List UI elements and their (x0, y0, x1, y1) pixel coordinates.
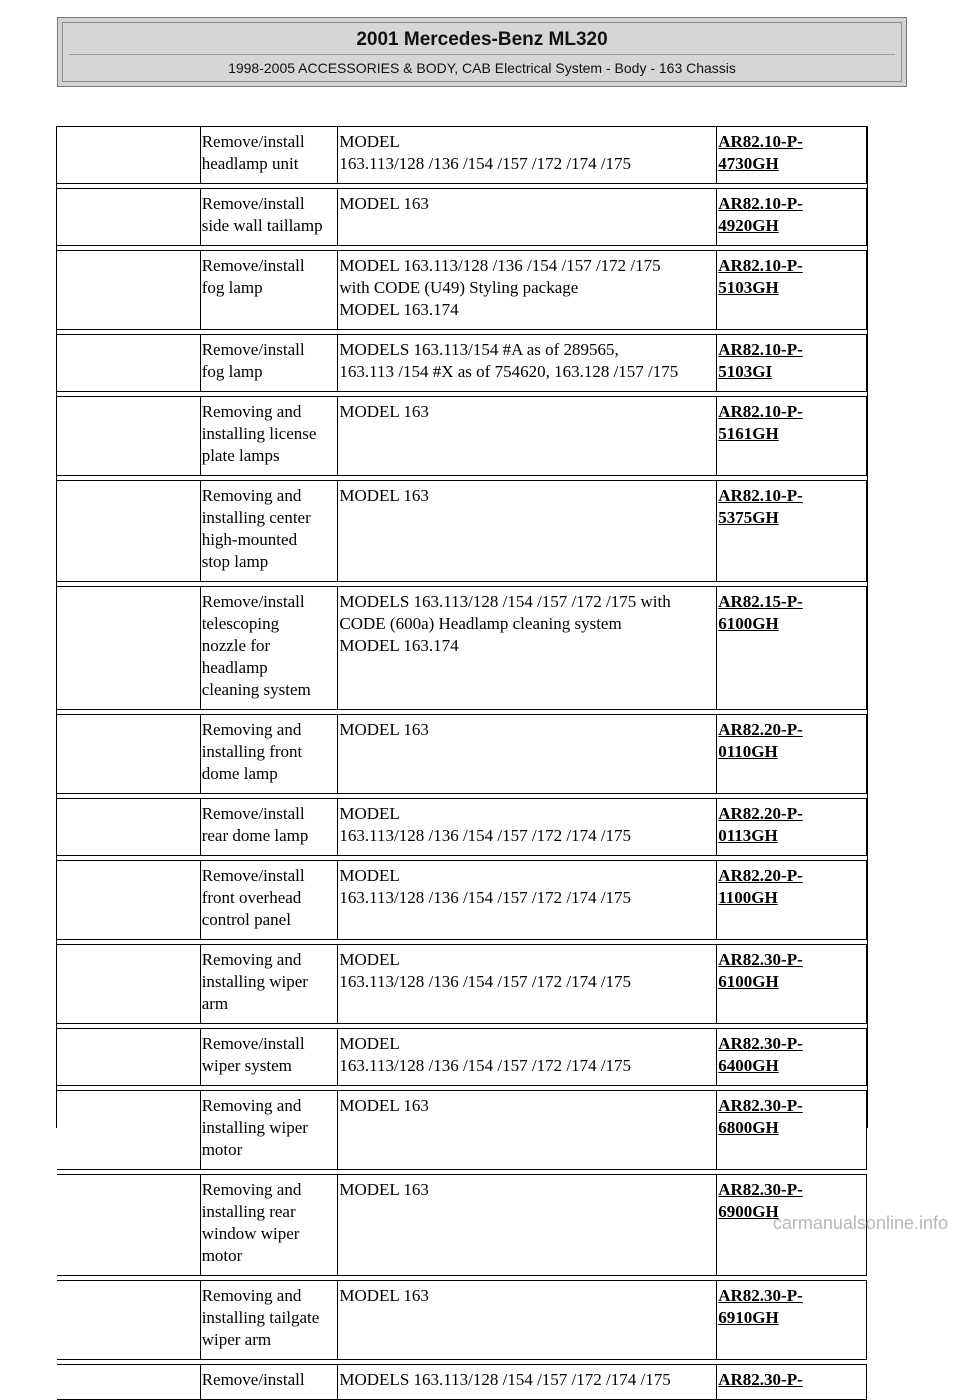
model-cell-line: MODEL 163.174 (339, 300, 459, 319)
task-cell (200, 1091, 338, 1170)
table-row (57, 1281, 867, 1360)
procedure-link[interactable] (718, 402, 803, 443)
task-cell-line: fog lamp (201, 278, 263, 297)
table-row (57, 715, 867, 794)
task-cell-line: high-mounted (201, 530, 298, 549)
task-cell (200, 587, 338, 710)
model-cell (338, 1365, 717, 1400)
reference-cell-line[interactable]: AR82.30-P- (718, 1034, 803, 1053)
reference-cell-line[interactable]: AR82.30-P- (718, 950, 803, 969)
task-cell (200, 335, 338, 392)
procedure-table-body (57, 127, 867, 1400)
model-cell-line: CODE (600a) Headlamp cleaning system (339, 614, 622, 633)
reference-cell-line[interactable]: AR82.15-P- (718, 592, 803, 611)
model-cell-line: MODEL (339, 804, 400, 823)
model-cell-line: MODEL (339, 950, 400, 969)
reference-cell[interactable] (717, 1029, 867, 1086)
task-cell-line: Removing and (201, 1180, 302, 1199)
task-cell-line: control panel (201, 910, 291, 929)
blank-cell (57, 799, 200, 856)
model-cell-line: 163.113/128 /136 /154 /157 /172 /174 /175 (339, 1056, 632, 1075)
task-cell-line: installing license (201, 424, 317, 443)
model-cell-line: MODEL 163.113/128 /136 /154 /157 /172 /175 (339, 256, 661, 275)
reference-cell-line[interactable]: AR82.30-P- (718, 1180, 803, 1199)
task-cell-line: installing wiper (201, 972, 308, 991)
blank-cell (57, 1281, 200, 1360)
task-cell-line: Remove/install (201, 804, 305, 823)
model-cell (338, 335, 717, 392)
table-row (57, 1091, 867, 1170)
task-cell (200, 1175, 338, 1276)
blank-cell (57, 715, 200, 794)
task-cell-line: cleaning system (201, 680, 311, 699)
reference-cell[interactable] (717, 1365, 867, 1400)
reference-cell[interactable] (717, 587, 867, 710)
table-row (57, 481, 867, 582)
reference-cell-line[interactable]: AR82.10-P- (718, 486, 803, 505)
reference-cell-line[interactable]: AR82.30-P- (718, 1370, 803, 1389)
reference-cell[interactable] (717, 335, 867, 392)
reference-cell-line[interactable]: AR82.30-P- (718, 1286, 803, 1305)
blank-cell (57, 481, 200, 582)
task-cell (200, 861, 338, 940)
procedure-link[interactable] (718, 1370, 803, 1389)
task-cell-line: stop lamp (201, 552, 269, 571)
model-cell (338, 127, 717, 184)
task-cell-line: nozzle for (201, 636, 271, 655)
procedure-link[interactable] (718, 804, 803, 845)
reference-cell-line[interactable]: 6100GH (718, 972, 779, 991)
task-cell-line: Removing and (201, 402, 302, 421)
model-cell-line: 163.113/128 /136 /154 /157 /172 /174 /175 (339, 888, 632, 907)
task-cell (200, 127, 338, 184)
model-cell-line: 163.113/128 /136 /154 /157 /172 /174 /175 (339, 826, 632, 845)
blank-cell (57, 945, 200, 1024)
model-cell (338, 715, 717, 794)
reference-cell-line[interactable]: AR82.20-P- (718, 866, 803, 885)
task-cell (200, 945, 338, 1024)
procedure-link[interactable] (718, 1034, 803, 1075)
reference-cell-line[interactable]: 1100GH (718, 888, 778, 907)
model-cell (338, 1091, 717, 1170)
task-cell-line: Remove/install (201, 866, 305, 885)
model-cell-line: MODELS 163.113/128 /154 /157 /172 /175 with (339, 592, 671, 611)
model-cell-line: 163.113/128 /136 /154 /157 /172 /174 /175 (339, 154, 632, 173)
task-cell-line: motor (201, 1140, 243, 1159)
reference-cell[interactable] (717, 127, 867, 184)
model-cell (338, 397, 717, 476)
header-panel (62, 22, 902, 82)
blank-cell (57, 397, 200, 476)
model-cell-line: MODELS 163.113/154 #A as of 289565, (339, 340, 619, 359)
task-cell-line: telescoping (201, 614, 280, 633)
procedure-link[interactable] (718, 592, 803, 633)
procedure-link[interactable] (718, 486, 803, 527)
reference-cell[interactable] (717, 715, 867, 794)
procedure-link[interactable] (718, 340, 803, 381)
table-row (57, 397, 867, 476)
task-cell-line: installing front (201, 742, 303, 761)
task-cell-line: installing wiper (201, 1118, 308, 1137)
table-row (57, 587, 867, 710)
blank-cell (57, 1365, 200, 1400)
model-cell-line: with CODE (U49) Styling package (339, 278, 579, 297)
task-cell-line: motor (201, 1246, 243, 1265)
reference-cell-line[interactable]: 5103GH (718, 278, 779, 297)
task-cell-line: installing rear (201, 1202, 296, 1221)
procedure-link[interactable] (718, 866, 803, 907)
reference-cell-line[interactable]: AR82.10-P- (718, 256, 803, 275)
procedure-link[interactable] (718, 132, 803, 173)
reference-cell-line[interactable]: AR82.20-P- (718, 720, 803, 739)
task-cell-line: wiper system (201, 1056, 292, 1075)
reference-cell-line[interactable]: 4920GH (718, 216, 779, 235)
reference-cell-line[interactable]: 6100GH (718, 614, 779, 633)
reference-cell-line[interactable]: AR82.10-P- (718, 194, 803, 213)
table-row (57, 1365, 867, 1400)
task-cell-line: Remove/install (201, 256, 305, 275)
task-cell-line: Removing and (201, 720, 302, 739)
reference-cell[interactable] (717, 251, 867, 330)
blank-cell (57, 189, 200, 246)
reference-cell-line[interactable]: AR82.30-P- (718, 1096, 803, 1115)
table-row (57, 799, 867, 856)
blank-cell (57, 861, 200, 940)
task-cell-line: fog lamp (201, 362, 263, 381)
reference-cell-line[interactable]: 5103GI (718, 362, 773, 381)
model-cell (338, 1281, 717, 1360)
reference-cell-line[interactable]: 5375GH (718, 508, 779, 527)
reference-cell-line[interactable]: AR82.10-P- (718, 340, 803, 359)
model-cell-line: MODEL 163.174 (339, 636, 459, 655)
reference-cell-line[interactable]: 4730GH (718, 154, 779, 173)
blank-cell (57, 1175, 200, 1276)
model-cell (338, 799, 717, 856)
procedure-link[interactable] (718, 1096, 803, 1137)
model-cell-line: MODEL 163 (339, 1180, 429, 1199)
procedure-table (57, 126, 867, 1400)
table-row (57, 945, 867, 1024)
model-cell-line: MODEL 163 (339, 1286, 429, 1305)
reference-cell[interactable] (717, 397, 867, 476)
page-subtitle: 1998-2005 ACCESSORIES & BODY, CAB Electrical System - Body - 163 Chassis (228, 60, 736, 76)
blank-cell (57, 251, 200, 330)
task-cell-line: Removing and (201, 1286, 302, 1305)
model-cell-line: MODEL (339, 132, 400, 151)
task-cell (200, 251, 338, 330)
procedure-link[interactable] (718, 950, 803, 991)
task-cell-line: arm (201, 994, 229, 1013)
task-cell-line: Removing and (201, 486, 302, 505)
blank-cell (57, 127, 200, 184)
task-cell-line: window wiper (201, 1224, 300, 1243)
blank-cell (57, 1029, 200, 1086)
task-cell (200, 1365, 338, 1400)
model-cell-line: MODEL 163 (339, 402, 429, 421)
procedure-link[interactable] (718, 720, 803, 761)
model-cell-line: MODEL 163 (339, 486, 429, 505)
task-cell-line: Remove/install (201, 1034, 305, 1053)
task-cell (200, 1281, 338, 1360)
task-cell-line: rear dome lamp (201, 826, 309, 845)
task-cell-line: front overhead (201, 888, 302, 907)
task-cell-line: wiper arm (201, 1330, 272, 1349)
model-cell (338, 189, 717, 246)
task-cell (200, 1029, 338, 1086)
model-cell-line: 163.113 /154 #X as of 754620, 163.128 /157 /175 (339, 362, 679, 381)
model-cell-line: MODEL 163 (339, 720, 429, 739)
task-cell (200, 799, 338, 856)
task-cell-line: dome lamp (201, 764, 278, 783)
task-cell-line: installing tailgate (201, 1308, 320, 1327)
page-title: 2001 Mercedes-Benz ML320 (356, 29, 608, 50)
reference-cell-line[interactable]: AR82.20-P- (718, 804, 803, 823)
watermark: carmanualsonline.info (772, 1213, 948, 1233)
task-cell (200, 481, 338, 582)
reference-cell-line[interactable]: 0110GH (718, 742, 778, 761)
task-cell-line: Remove/install (201, 1370, 305, 1389)
table-row (57, 335, 867, 392)
task-cell (200, 189, 338, 246)
procedure-link[interactable] (718, 194, 803, 235)
task-cell-line: Removing and (201, 950, 302, 969)
blank-cell (57, 1091, 200, 1170)
model-cell (338, 481, 717, 582)
task-cell (200, 397, 338, 476)
model-cell-line: MODEL (339, 1034, 400, 1053)
procedure-link[interactable] (718, 1286, 803, 1327)
blank-cell (57, 335, 200, 392)
table-row (57, 1175, 867, 1276)
model-cell (338, 1029, 717, 1086)
model-cell-line: MODEL 163 (339, 1096, 429, 1115)
reference-cell[interactable] (717, 481, 867, 582)
table-row (57, 1029, 867, 1086)
reference-cell-line[interactable]: 6400GH (718, 1056, 779, 1075)
reference-cell-line[interactable]: AR82.10-P- (718, 132, 803, 151)
reference-cell[interactable] (717, 861, 867, 940)
reference-cell[interactable] (717, 1281, 867, 1360)
reference-cell-line[interactable]: 6900GH (718, 1202, 779, 1221)
procedure-link[interactable] (718, 256, 803, 297)
model-cell (338, 945, 717, 1024)
model-cell (338, 587, 717, 710)
model-cell-line: MODEL (339, 866, 400, 885)
model-cell (338, 861, 717, 940)
task-cell-line: Remove/install (201, 132, 305, 151)
table-row (57, 861, 867, 940)
reference-cell[interactable] (717, 945, 867, 1024)
table-row (57, 189, 867, 246)
blank-cell (57, 587, 200, 710)
reference-cell-line[interactable]: 6800GH (718, 1118, 779, 1137)
reference-cell[interactable] (717, 1091, 867, 1170)
task-cell-line: Remove/install (201, 340, 305, 359)
task-cell-line: headlamp unit (201, 154, 299, 173)
model-cell (338, 1175, 717, 1276)
task-cell-line: Remove/install (201, 194, 305, 213)
task-cell-line: plate lamps (201, 446, 280, 465)
task-cell-line: side wall taillamp (201, 216, 323, 235)
reference-cell-line[interactable]: 5161GH (718, 424, 779, 443)
model-cell-line: MODELS 163.113/128 /154 /157 /172 /174 /175 (339, 1370, 671, 1389)
task-cell-line: headlamp (201, 658, 268, 677)
model-cell-line: 163.113/128 /136 /154 /157 /172 /174 /175 (339, 972, 632, 991)
model-cell-line: MODEL 163 (339, 194, 429, 213)
task-cell-line: Removing and (201, 1096, 302, 1115)
page-header (57, 17, 907, 87)
reference-cell[interactable] (717, 799, 867, 856)
table-row (57, 251, 867, 330)
reference-cell[interactable] (717, 189, 867, 246)
table-row (57, 127, 867, 184)
reference-cell-line[interactable]: AR82.10-P- (718, 402, 803, 421)
reference-cell-line[interactable]: 0113GH (718, 826, 778, 845)
task-cell-line: installing center (201, 508, 311, 527)
task-cell-line: Remove/install (201, 592, 305, 611)
model-cell (338, 251, 717, 330)
header-divider (69, 54, 895, 55)
task-cell (200, 715, 338, 794)
reference-cell-line[interactable]: 6910GH (718, 1308, 779, 1327)
